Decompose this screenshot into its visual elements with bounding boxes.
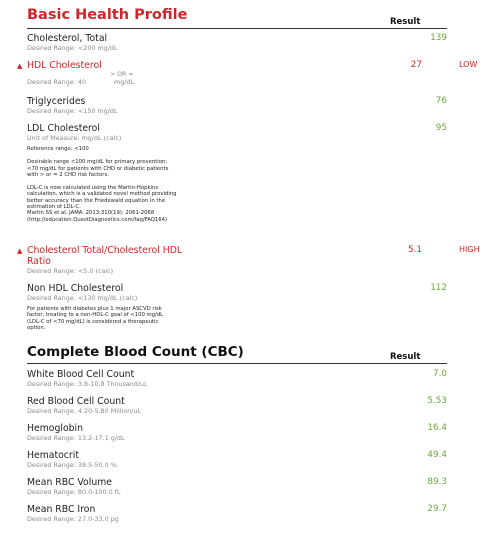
test-row-hdl-cholesterol <box>17 60 478 87</box>
desired-range: Desired Range: <200 mg/dL <box>27 44 118 52</box>
result-value: 95 <box>435 123 447 133</box>
test-row-mch <box>27 504 447 524</box>
result-value: 76 <box>435 96 447 106</box>
result-value: 16.4 <box>427 423 447 433</box>
test-name: Non HDL Cholesterol <box>27 283 124 294</box>
desired-range <box>27 78 447 87</box>
divider <box>27 363 447 364</box>
desired-range: Desired Range: 13.2-17.1 g/dL <box>27 434 125 442</box>
flag-high: HIGH <box>459 245 480 254</box>
result-value: 27 <box>410 60 422 70</box>
test-name: Cholesterol, Total <box>27 33 108 44</box>
test-row-hemoglobin <box>27 423 447 443</box>
desired-range: Desired Range: <150 mg/dL <box>27 107 118 115</box>
test-name: Hematocrit <box>27 450 79 461</box>
reference-range: Reference range: <100 <box>27 146 89 152</box>
desired-range: Desired Range: <5.0 (calc) <box>27 267 114 275</box>
flag-low: LOW <box>459 60 478 69</box>
section-title-basic-health: Basic Health Profile <box>27 7 188 23</box>
ldl-note-desirable: Desirable range <100 mg/dL for primary prevention; <70 mg/dL for patients with CHD or diabetic patients with > or = 2 CHD risk factors. <box>27 159 169 178</box>
section-title-cbc: Complete Blood Count (CBC) <box>27 344 244 360</box>
test-row-ldl-cholesterol <box>27 123 447 223</box>
result-value: 5.53 <box>427 396 447 406</box>
test-name: White Blood Cell Count <box>27 369 135 380</box>
result-value: 139 <box>430 33 447 43</box>
desired-range: Desired Range: <130 mg/dL (calc) <box>27 294 138 302</box>
desired-range-text: Desired Range: 40 <box>27 78 87 86</box>
result-value: 49.4 <box>427 450 447 460</box>
warning-icon: ▲ <box>17 62 23 70</box>
test-row-non-hdl-cholesterol <box>27 283 447 331</box>
warning-icon: ▲ <box>17 247 23 255</box>
result-value: 29.7 <box>427 504 447 514</box>
desired-range: Desired Range: 27.0-33.0 pg <box>27 515 119 523</box>
test-row-rbc <box>27 396 447 416</box>
test-name-line2: Ratio <box>27 256 51 267</box>
test-name: Mean RBC Iron <box>27 504 96 515</box>
test-row-triglycerides <box>27 96 447 116</box>
test-row-hematocrit <box>27 450 447 470</box>
desired-range: Desired Range: 80.0-100.0 fL <box>27 488 121 496</box>
or-equal-label: > OR = <box>110 71 134 78</box>
result-value: 5.1 <box>408 245 422 255</box>
desired-range: Desired Range: 38.5-50.0 % <box>27 461 117 469</box>
desired-range: Desired Range: 3.8-10.8 Thousand/uL <box>27 380 148 388</box>
test-row-chol-hdl-ratio <box>17 245 480 276</box>
test-row-cholesterol-total <box>27 33 447 53</box>
result-value: 7.0 <box>433 369 447 379</box>
result-column-header: Result <box>390 17 421 27</box>
divider <box>27 28 447 29</box>
test-name-label: HDL Cholesterol <box>27 60 102 71</box>
test-name: Mean RBC Volume <box>27 477 112 488</box>
test-row-mcv <box>27 477 447 497</box>
test-name: Red Blood Cell Count <box>27 396 125 407</box>
units-label: mg/dL <box>114 78 135 86</box>
unit-of-measure: Unit of Measure: mg/dL (calc) <box>27 134 122 142</box>
desired-range: Desired Range: 4.20-5.80 Million/uL <box>27 407 142 415</box>
result-column-header: Result <box>390 352 421 362</box>
test-name: Hemoglobin <box>27 423 84 434</box>
test-name: LDL Cholesterol <box>27 123 100 134</box>
non-hdl-note: For patients with diabetes plus 1 major ASCVD risk factor, treating to a non-HDL-C goal of <100 mg/dL (LDL-C of <70 mg/dL) is considered a therapeutic option. <box>27 306 164 331</box>
result-value: 89.3 <box>427 477 447 487</box>
test-name: Triglycerides <box>27 96 86 107</box>
test-name-line1: Cholesterol Total/Cholesterol HDL <box>27 245 183 256</box>
test-row-wbc <box>27 369 447 389</box>
result-value: 112 <box>430 283 447 293</box>
ldl-note-martin-hopkins: LDL-C is now calculated using the Martin-Hopkins calculation, which is a validated novel method providing better accuracy than the Friedewald equation in the estimation of LDL-C. Martin SS et al. JAMA. 2013;310(19): 2061-2068 (http://education.QuestDiagnostics.com/faq/FAQ164) <box>27 185 177 223</box>
